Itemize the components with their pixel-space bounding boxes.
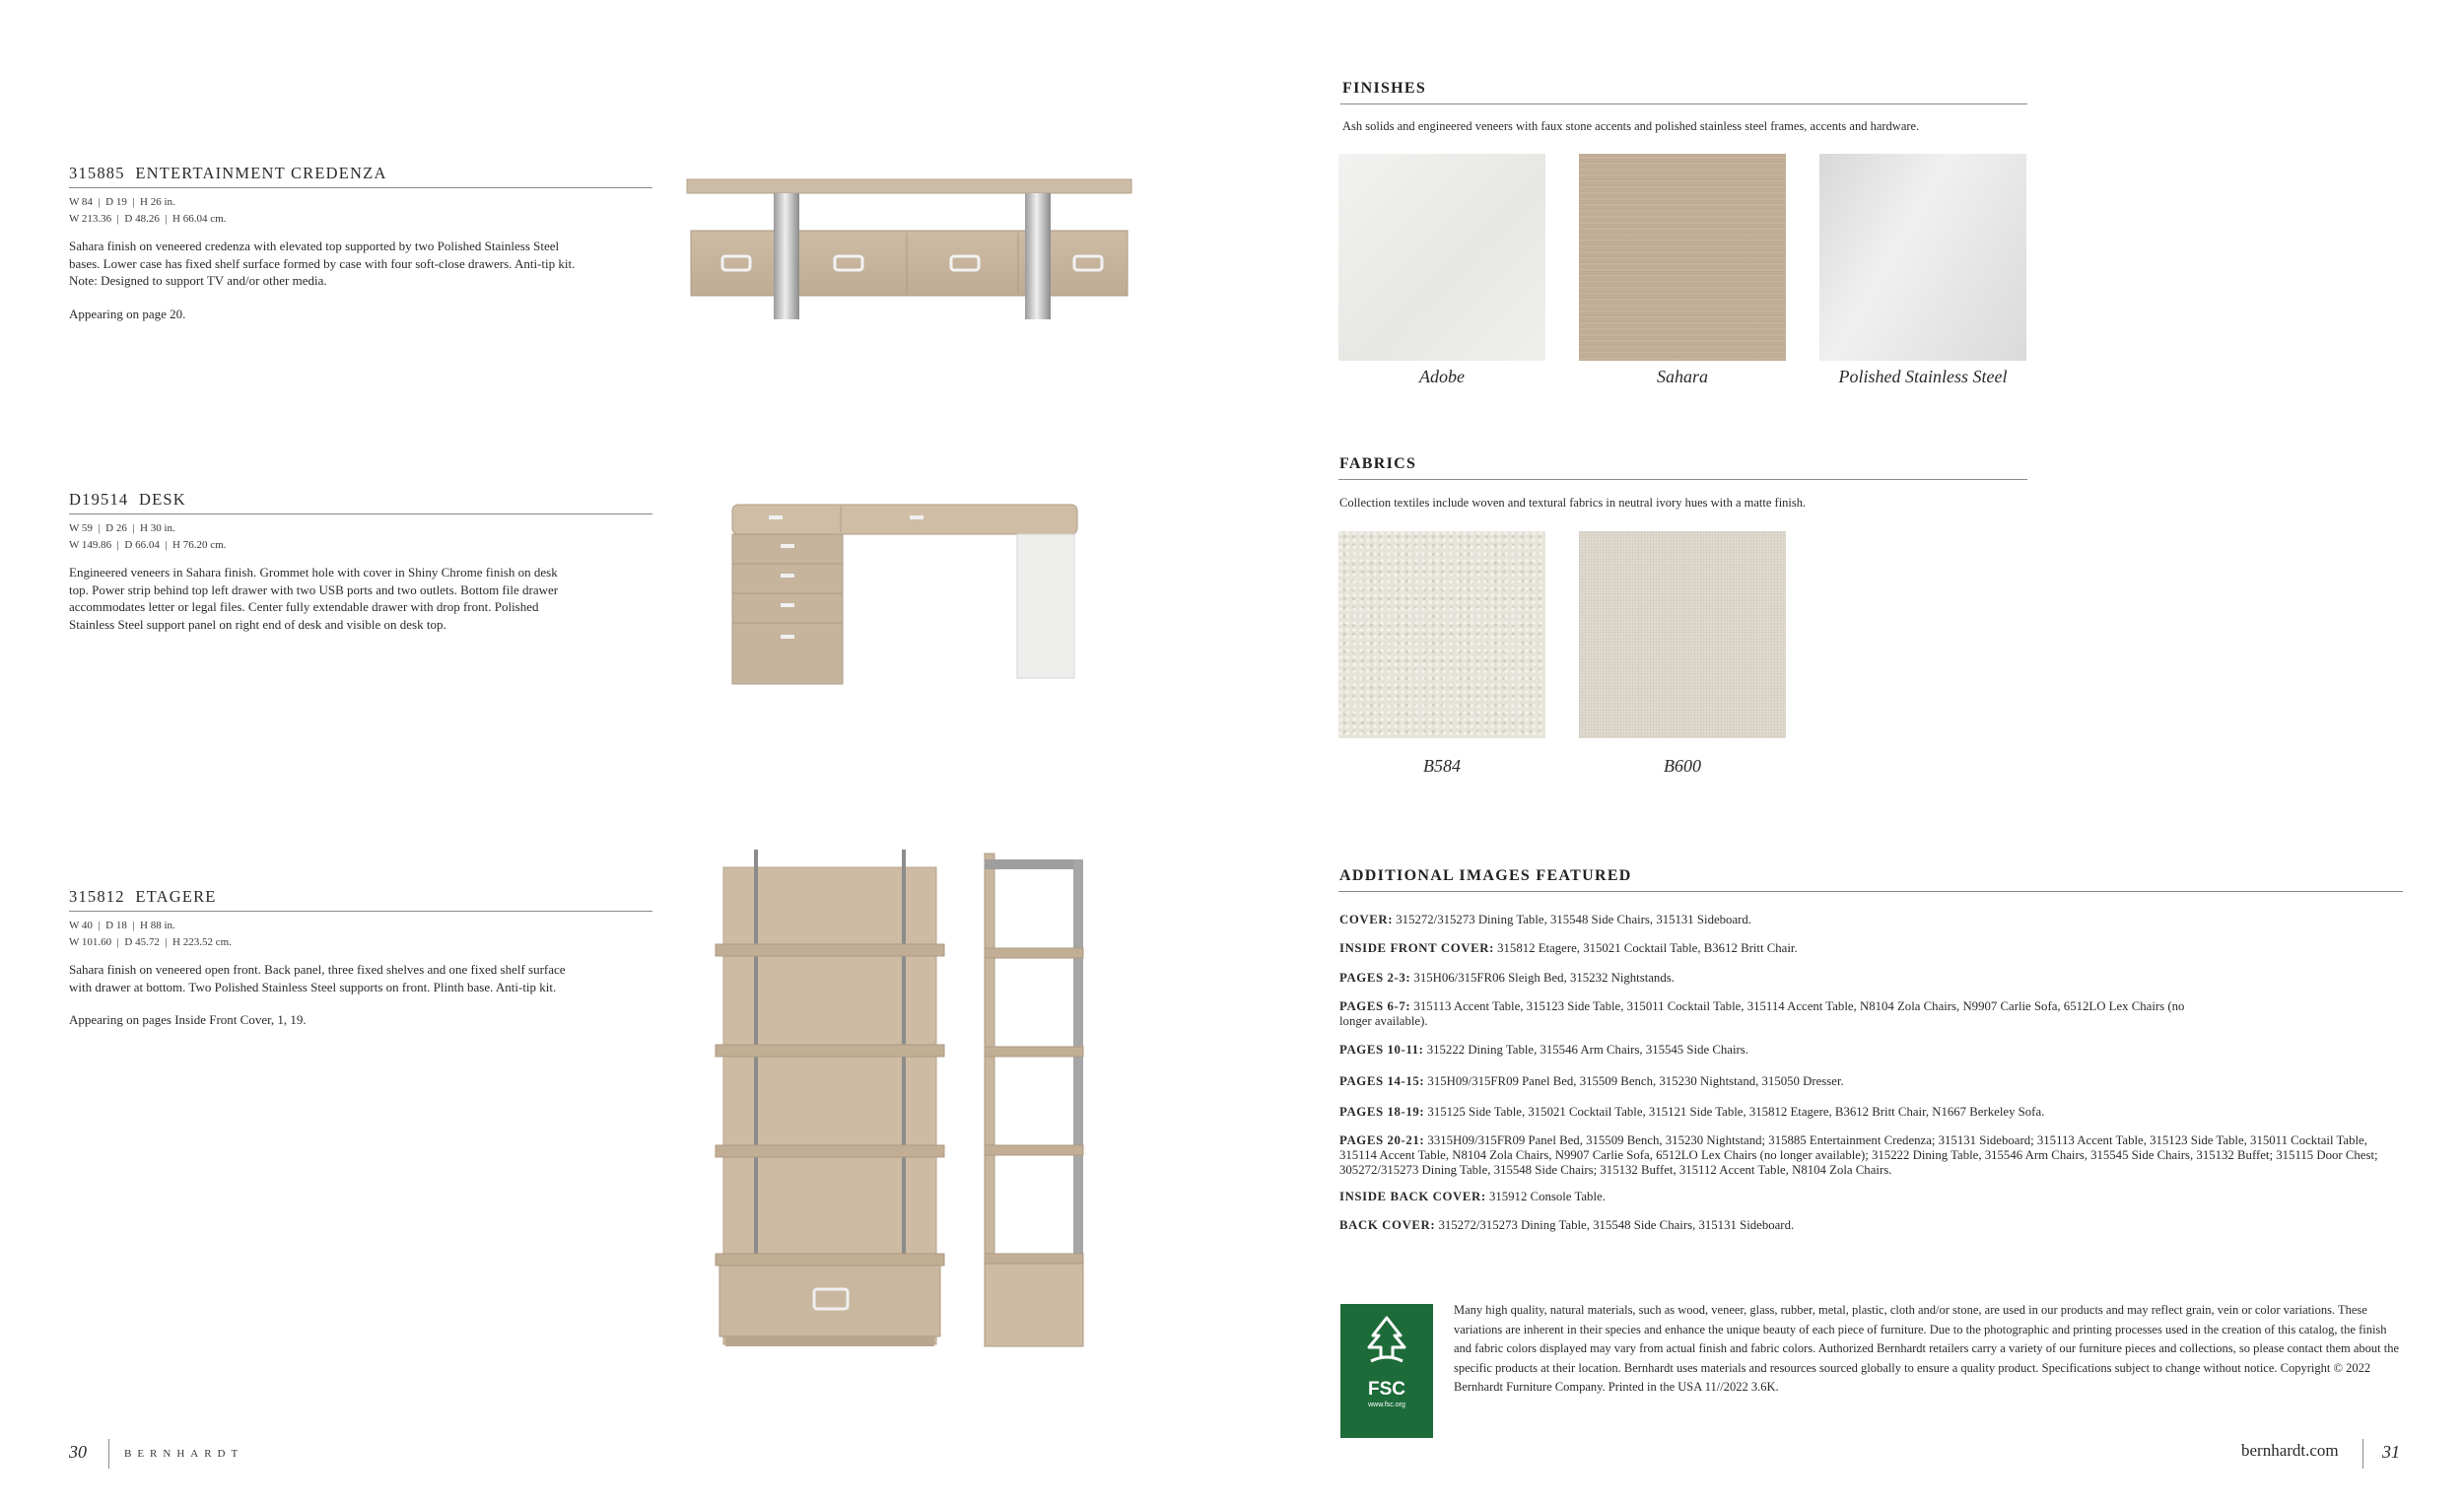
desc-line: Stainless Steel support panel on right end of desk and visible on desk top.	[69, 616, 446, 632]
legal-disclaimer: Many high quality, natural materials, such as wood, veneer, glass, rubber, metal, plastic, cloth and/or stone, are used in our products and may reflect grain, vein or color variations. These variations are inherent in their species and enhance the unique beauty of each piece of furniture. Due to the photographic and printing processes used in the creation of this catalog, the finish and fabric colors displayed may vary from actual finish and fabric colors. Authorized Bernhardt retailers carry a variety of our furniture pieces and collections, so please contact them about the specific products at their location. Bernhardt uses materials and resources sourced globally to ensure a quality product. Specifications subject to change without notice. Copyright © 2022 Bernhardt Furniture Company. Printed in the USA 11//2022 3.6K.	[1454, 1303, 2400, 1394]
product-etagere	[69, 887, 660, 1028]
product-dims-cm: W 149.86 | D 66.04 | H 76.20 cm.	[69, 539, 227, 551]
swatch-b600	[1579, 531, 1786, 738]
fabrics-rule	[1338, 479, 2027, 480]
desc-line: Sahara finish on veneered credenza with elevated top supported by two Polished Stainless Steel	[69, 239, 560, 253]
swatch-label-polished-stainless-steel: Polished Stainless Steel	[1838, 367, 2008, 386]
etagere-front-image	[712, 850, 948, 1350]
swatch-sahara	[1579, 154, 1786, 361]
product-credenza	[69, 164, 660, 322]
fabrics-heading: FABRICS	[1339, 455, 1417, 472]
additional-item: COVER: 315272/315273 Dining Table, 315548 Side Chairs, 315131 Sideboard.	[1339, 913, 1751, 926]
desc-line: Sahara finish on veneered open front. Back panel, three fixed shelves and one fixed shelf surface	[69, 962, 566, 977]
additional-item: PAGES 2-3: 315H06/315FR06 Sleigh Bed, 315232 Nightstands.	[1339, 971, 1675, 985]
product-dims-cm: W 213.36 | D 48.26 | H 66.04 cm.	[69, 213, 227, 225]
product-appearing: Appearing on pages Inside Front Cover, 1, 19.	[69, 1012, 307, 1027]
additional-item: PAGES 14-15: 315H09/315FR09 Panel Bed, 315509 Bench, 315230 Nightstand, 315050 Dresser.	[1339, 1074, 1844, 1088]
swatch-label-adobe: Adobe	[1419, 367, 1465, 386]
brand-name: BERNHARDT	[124, 1448, 244, 1460]
etagere-side-image	[981, 850, 1089, 1350]
swatch-label-b584: B584	[1423, 756, 1461, 776]
credenza-image	[685, 177, 1133, 325]
product-dims-in: W 40 | D 18 | H 88 in.	[69, 920, 175, 931]
website-link[interactable]: bernhardt.com	[2241, 1441, 2339, 1460]
product-title: D19514 DESK	[69, 490, 186, 509]
swatch-label-sahara: Sahara	[1656, 367, 1708, 386]
desc-line: with drawer at bottom. Two Polished Stainless Steel supports on front. Plinth base. Anti-tip kit.	[69, 979, 557, 994]
swatch-adobe	[1338, 154, 1545, 361]
product-appearing: Appearing on page 20.	[69, 306, 186, 321]
page-number-right: 31	[2382, 1442, 2400, 1462]
page-number-left: 30	[69, 1442, 87, 1462]
fsc-logo	[1340, 1304, 1433, 1438]
desc-line: top. Power strip behind top left drawer with two USB ports and two outlets. Bottom file drawer	[69, 582, 559, 597]
product-rule	[69, 911, 652, 912]
product-rule	[69, 187, 652, 188]
product-title: 315812 ETAGERE	[69, 887, 217, 906]
additional-heading: ADDITIONAL IMAGES FEATURED	[1339, 867, 1632, 884]
product-dims-cm: W 101.60 | D 45.72 | H 223.52 cm.	[69, 936, 232, 948]
swatch-polished-stainless-steel	[1819, 154, 2026, 361]
fsc-name: FSC	[1368, 1379, 1405, 1400]
additional-item: INSIDE BACK COVER: 315912 Console Table.	[1339, 1190, 1606, 1203]
fabrics-intro: Collection textiles include woven and textural fabrics in neutral ivory hues with a matte finish.	[1339, 496, 1807, 510]
product-dims-in: W 84 | D 19 | H 26 in.	[69, 196, 175, 208]
additional-item: PAGES 20-21: 3315H09/315FR09 Panel Bed, 315509 Bench, 315230 Nightstand; 315885 Entertainment Credenza; 315131 Sideboard; 315113 Accent Table, 315123 Side Table, 315011 Cocktail Table, 315114 Accent Table, N8104 Zola Chairs, N9907 Carlie Sofa, 6512LO Lex Chairs (no longer available); 315222 Dining Table, 315546 Arm Chairs, 315545 Side Chairs, 315132 Buffet; 315115 Door Chest; 305272/315273 Dining Table, 315548 Side Chairs; 315132 Buffet, 315112 Accent Table, N8104 Zola Chairs.	[1339, 1133, 2378, 1177]
additional-item: PAGES 18-19: 315125 Side Table, 315021 Cocktail Table, 315121 Side Table, 315812 Etagere, B3612 Britt Chair, N1667 Berkeley Sofa.	[1339, 1105, 2045, 1119]
additional-item: PAGES 10-11: 315222 Dining Table, 315546 Arm Chairs, 315545 Side Chairs.	[1339, 1043, 1748, 1057]
additional-item: BACK COVER: 315272/315273 Dining Table, 315548 Side Chairs, 315131 Sideboard.	[1339, 1218, 1795, 1232]
fsc-url: www.fsc.org	[1368, 1402, 1405, 1408]
product-description	[69, 564, 660, 633]
product-rule	[69, 513, 652, 514]
desc-line: bases. Lower case has fixed shelf surface formed by case with four soft-close drawers. Anti-tip kit.	[69, 255, 576, 271]
additional-item: INSIDE FRONT COVER: 315812 Etagere, 315021 Cocktail Table, B3612 Britt Chair.	[1339, 941, 1798, 955]
swatch-b584	[1338, 531, 1545, 738]
folio-divider	[2362, 1439, 2363, 1469]
swatch-label-b600: B600	[1664, 756, 1701, 776]
product-description	[69, 238, 660, 290]
folio-divider	[108, 1439, 109, 1469]
product-description	[69, 961, 660, 995]
desc-line: Note: Designed to support TV and/or other media.	[69, 273, 327, 288]
product-dims-in: W 59 | D 26 | H 30 in.	[69, 522, 175, 534]
desc-line: Engineered veneers in Sahara finish. Grommet hole with cover in Shiny Chrome finish on desk	[69, 565, 558, 580]
desc-line: accommodates letter or legal files. Center fully extendable drawer with drop front. Polished	[69, 599, 539, 614]
additional-rule	[1338, 891, 2403, 892]
product-title: 315885 ENTERTAINMENT CREDENZA	[69, 164, 387, 182]
finishes-rule	[1340, 103, 2027, 104]
fsc-tree-icon	[1357, 1314, 1416, 1369]
finishes-heading: FINISHES	[1342, 80, 1427, 97]
finishes-intro: Ash solids and engineered veneers with faux stone accents and polished stainless steel frames, accents and hardware.	[1342, 119, 1920, 133]
additional-item: PAGES 6-7: 315113 Accent Table, 315123 Side Table, 315011 Cocktail Table, 315114 Accent Table, N8104 Zola Chairs, N9907 Carlie Sofa, 6512LO Lex Chairs (no longer available).	[1339, 999, 2185, 1028]
desk-image	[729, 501, 1084, 690]
product-desk	[69, 490, 660, 633]
